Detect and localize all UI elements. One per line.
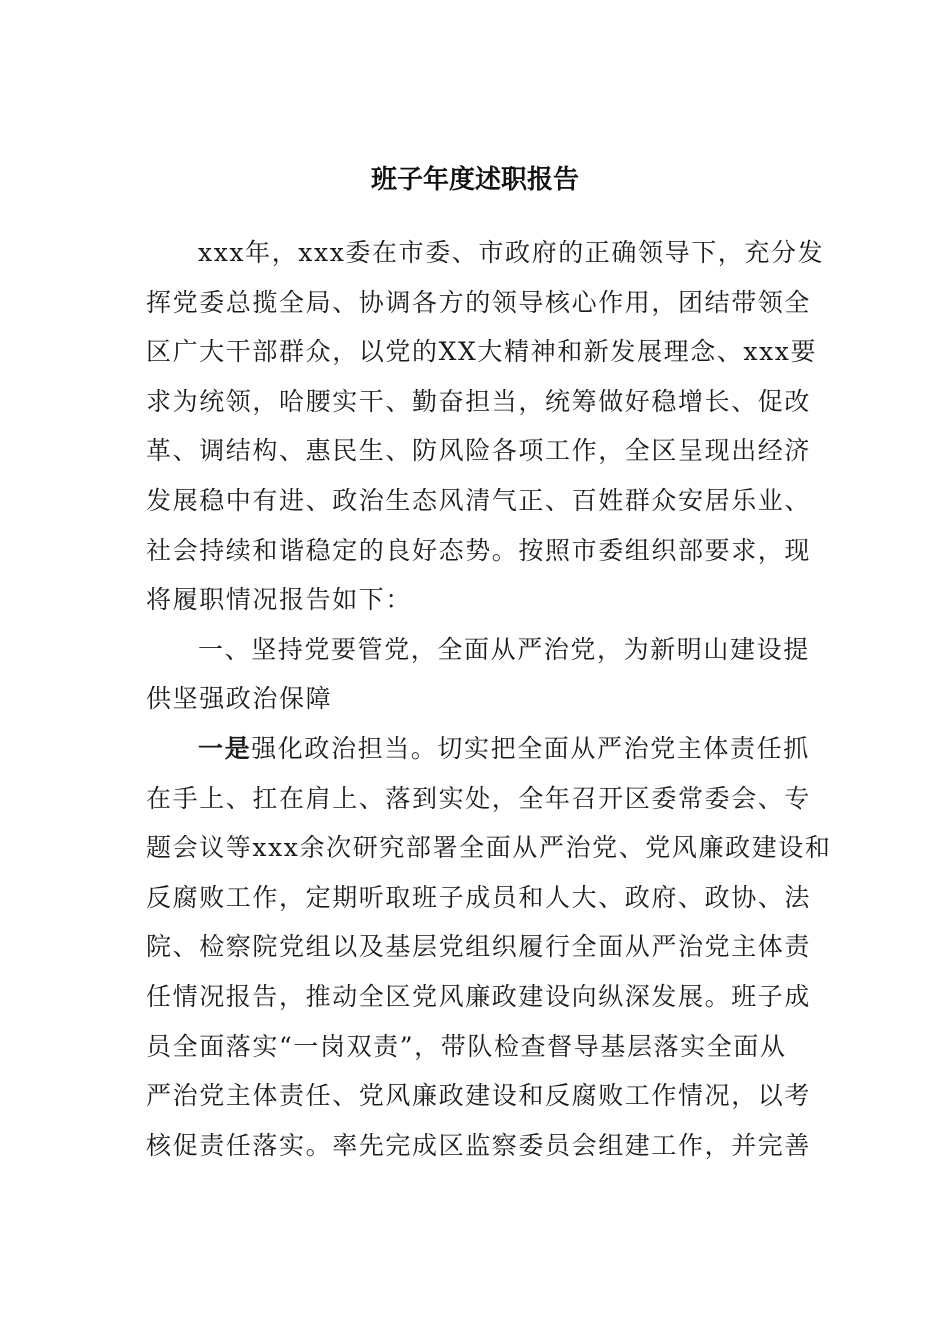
paragraph-2-lead: 一是 <box>198 733 252 763</box>
paragraph-2-line: 严治党主体责任、党风廉政建设和反腐败工作情况，以考 <box>146 1081 812 1111</box>
paragraph-2-line: 题会议等xxx余次研究部署全面从严治党、党风廉政建设和 <box>146 833 832 863</box>
paragraph-2-line: 强化政治担当。切实把全面从严治党主体责任抓 <box>251 733 810 763</box>
paragraph-2-line: 反腐败工作，定期听取班子成员和人大、政府、政协、法 <box>146 882 812 912</box>
paragraph-2-first-line <box>146 724 810 774</box>
section-heading-line: 供坚强政治保障 <box>146 684 333 714</box>
paragraph-1-line: 发展稳中有进、政治生态风清气正、百姓群众安居乐业、 <box>146 485 812 515</box>
paragraph-2-line: 在手上、扛在肩上、落到实处，全年召开区委常委会、专 <box>146 783 812 813</box>
paragraph-2-line: 员全面落实“一岗双责”，带队检查督导基层落实全面从 <box>146 1031 787 1061</box>
paragraph-2-line: 任情况报告，推动全区党风廉政建设向纵深发展。班子成 <box>146 981 812 1011</box>
paragraph-1-line: 求为统领，哈腰实干、勤奋担当，统筹做好稳增长、促改 <box>146 386 812 416</box>
paragraph-1-line: 革、调结构、惠民生、防风险各项工作，全区呈现出经济 <box>146 436 812 466</box>
paragraph-1-line: 将履职情况报告如下： <box>146 585 413 615</box>
document-body <box>146 228 832 1170</box>
paragraph-1-line: 社会持续和谐稳定的良好态势。按照市委组织部要求，现 <box>146 535 812 565</box>
paragraph-2-line: 核促责任落实。率先完成区监察委员会组建工作，并完善 <box>146 1130 812 1160</box>
paragraph-1-line: 挥党委总揽全局、协调各方的领导核心作用，团结带领全 <box>146 287 812 317</box>
paragraph-2-line: 院、检察院党组以及基层党组织履行全面从严治党主体责 <box>146 932 812 962</box>
paragraph-1-line: 区广大干部群众，以党的XX大精神和新发展理念、xxx要 <box>146 337 818 367</box>
paragraph-1-line: xxx年，xxx委在市委、市政府的正确领导下，充分发 <box>198 238 825 267</box>
section-heading-line: 一、坚持党要管党，全面从严治党，为新明山建设提 <box>198 634 810 664</box>
document-title: 班子年度述职报告 <box>370 165 579 195</box>
